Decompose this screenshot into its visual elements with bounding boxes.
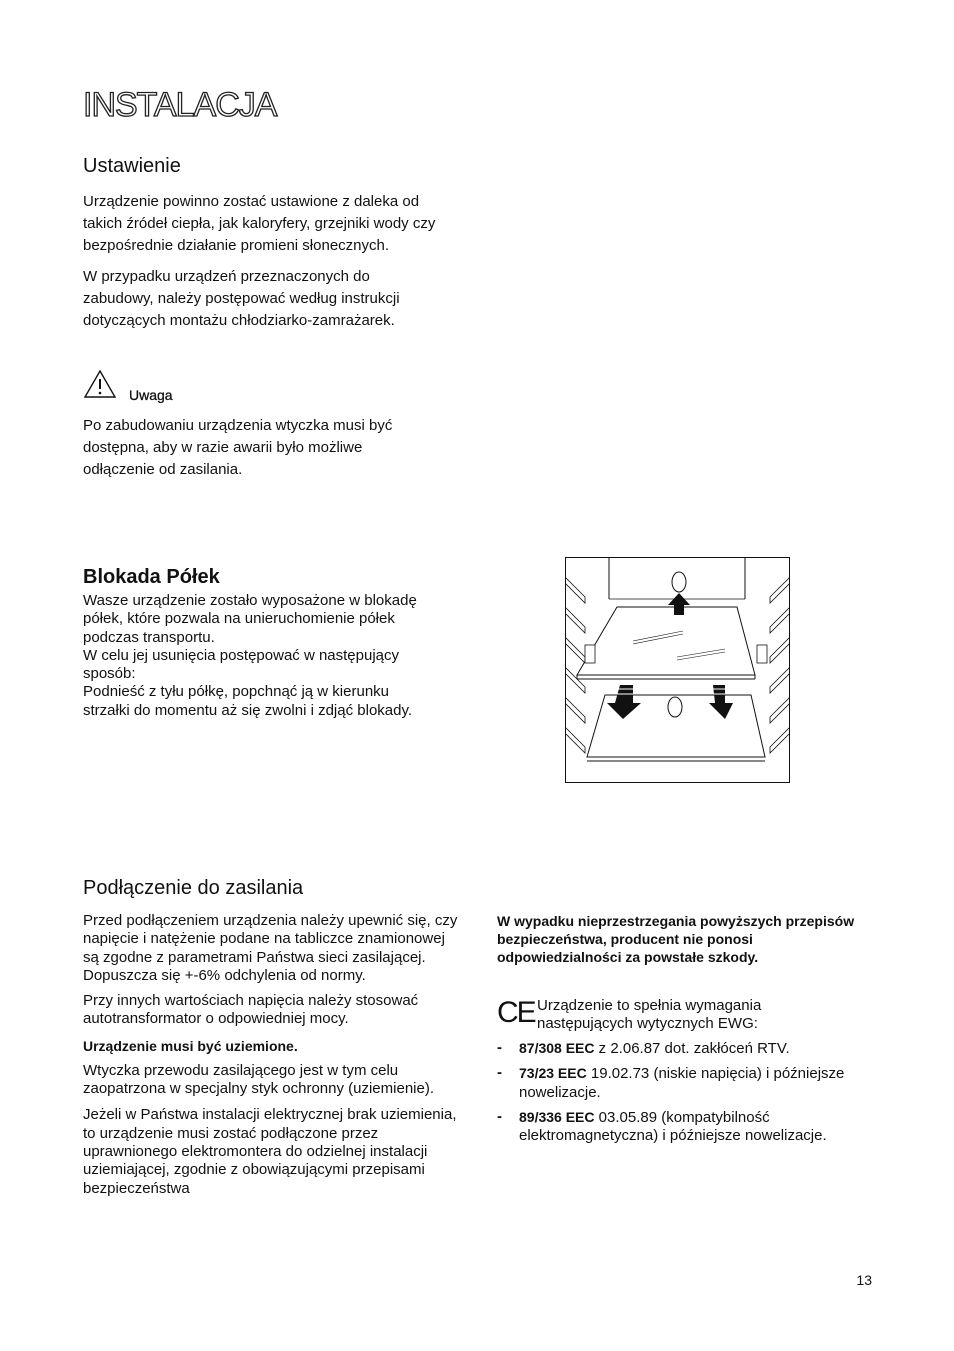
directive-code: 87/308 EEC bbox=[519, 1040, 595, 1056]
list-dash: - bbox=[497, 1064, 502, 1082]
zasilanie-ground-note: Urządzenie musi być uziemione. bbox=[83, 1037, 298, 1054]
directive-item bbox=[497, 1108, 862, 1146]
zasilanie-paragraph-1: Przed podłączeniem urządzenia należy upewnić się, czy napięcie i natężenie podane na tabliczce znamionowej są zgodne z parametrami Państwa sieci zasilającej. Dopuszcza się +-6% odchylenia od normy. bbox=[83, 912, 458, 984]
blokada-line: Wasze urządzenie zostało wyposażone w blokadę bbox=[83, 592, 417, 609]
uwaga-label: Uwaga bbox=[129, 387, 173, 403]
section-heading-ustawienie: Ustawienie bbox=[83, 155, 181, 177]
list-dash: - bbox=[497, 1039, 502, 1056]
blokada-line: sposób: bbox=[83, 665, 136, 683]
warning-triangle-icon bbox=[83, 369, 117, 399]
blokada-line: półek, które pozwala na unieruchomienie półek bbox=[83, 610, 395, 628]
uwaga-text: Po zabudowaniu urządzenia wtyczka musi być dostępna, aby w razie awarii było możliwe odłączenie od zasilania. bbox=[83, 417, 393, 478]
zasilanie-paragraph-4: Jeżeli w Państwa instalacji elektrycznej brak uziemienia, to urządzenie musi zostać podłączone przez uprawnionego elektromontera do odzielnej instalacji uziemiającej, zgodnie z obowiązującymi przepisami bezpieczeństwa bbox=[83, 1106, 457, 1197]
safety-warning: W wypadku nieprzestrzegania powyższych przepisów bezpieczeństwa, producent nie ponosi odpowiedzialności za powstałe szkody. bbox=[497, 913, 855, 965]
ce-mark-icon: CE bbox=[497, 996, 535, 1029]
ce-text: Urządzenie to spełnia wymagania następujących wytycznych EWG: bbox=[537, 997, 762, 1033]
page-title: INSTALACJA bbox=[83, 86, 277, 124]
section-heading-blokada: Blokada Półek bbox=[83, 566, 220, 588]
list-dash: - bbox=[497, 1107, 502, 1125]
shelf-lock-illustration bbox=[565, 557, 790, 783]
blokada-line: podczas transportu. bbox=[83, 628, 215, 646]
directive-code: 89/336 EEC bbox=[519, 1108, 595, 1125]
uwaga-block bbox=[83, 369, 117, 404]
page-number: 13 bbox=[856, 1272, 872, 1288]
directive-list bbox=[497, 1039, 862, 1151]
blokada-line: W celu jej usunięcia postępować w następujący bbox=[83, 646, 400, 664]
section-heading-zasilanie: Podłączenie do zasilania bbox=[83, 877, 304, 899]
blokada-text bbox=[83, 592, 483, 720]
ustawienie-paragraph-1: Urządzenie powinno zostać ustawione z daleka od takich źródeł ciepła, jak kaloryfery, grzejniki wody czy bezpośrednie działanie promieni słonecznych. bbox=[83, 193, 436, 254]
zasilanie-paragraph-3: Wtyczka przewodu zasilającego jest w tym celu zaopatrzona w specjalny styk ochronny (uziemienie). bbox=[83, 1061, 434, 1098]
ustawienie-paragraph-2: W przypadku urządzeń przeznaczonych do zabudowy, należy postępować według instrukcji dotyczących montażu chłodziarko-zamrażarek. bbox=[83, 268, 400, 329]
directive-desc: 19.02.73 (niskie napięcia) i późniejsze nowelizacje. bbox=[519, 1065, 845, 1101]
zasilanie-paragraph-2: Przy innych wartościach napięcia należy stosować autotransformator o odpowiedniej mocy. bbox=[83, 992, 419, 1028]
directive-code: 73/23 EEC bbox=[519, 1065, 587, 1082]
directive-desc: z 2.06.87 dot. zakłóceń RTV. bbox=[598, 1040, 790, 1057]
blokada-line: Podnieść z tyłu półkę, popchnąć ją w kierunku bbox=[83, 683, 390, 701]
directive-desc: 03.05.89 (kompatybilność elektromagnetyczna) i późniejsze nowelizacje. bbox=[519, 1108, 827, 1145]
directive-item bbox=[497, 1064, 862, 1102]
directive-item bbox=[497, 1039, 862, 1058]
zasilanie-body bbox=[83, 912, 458, 1198]
blokada-line: strzałki do momentu aż się zwolni i zdjąć blokady. bbox=[83, 701, 413, 719]
